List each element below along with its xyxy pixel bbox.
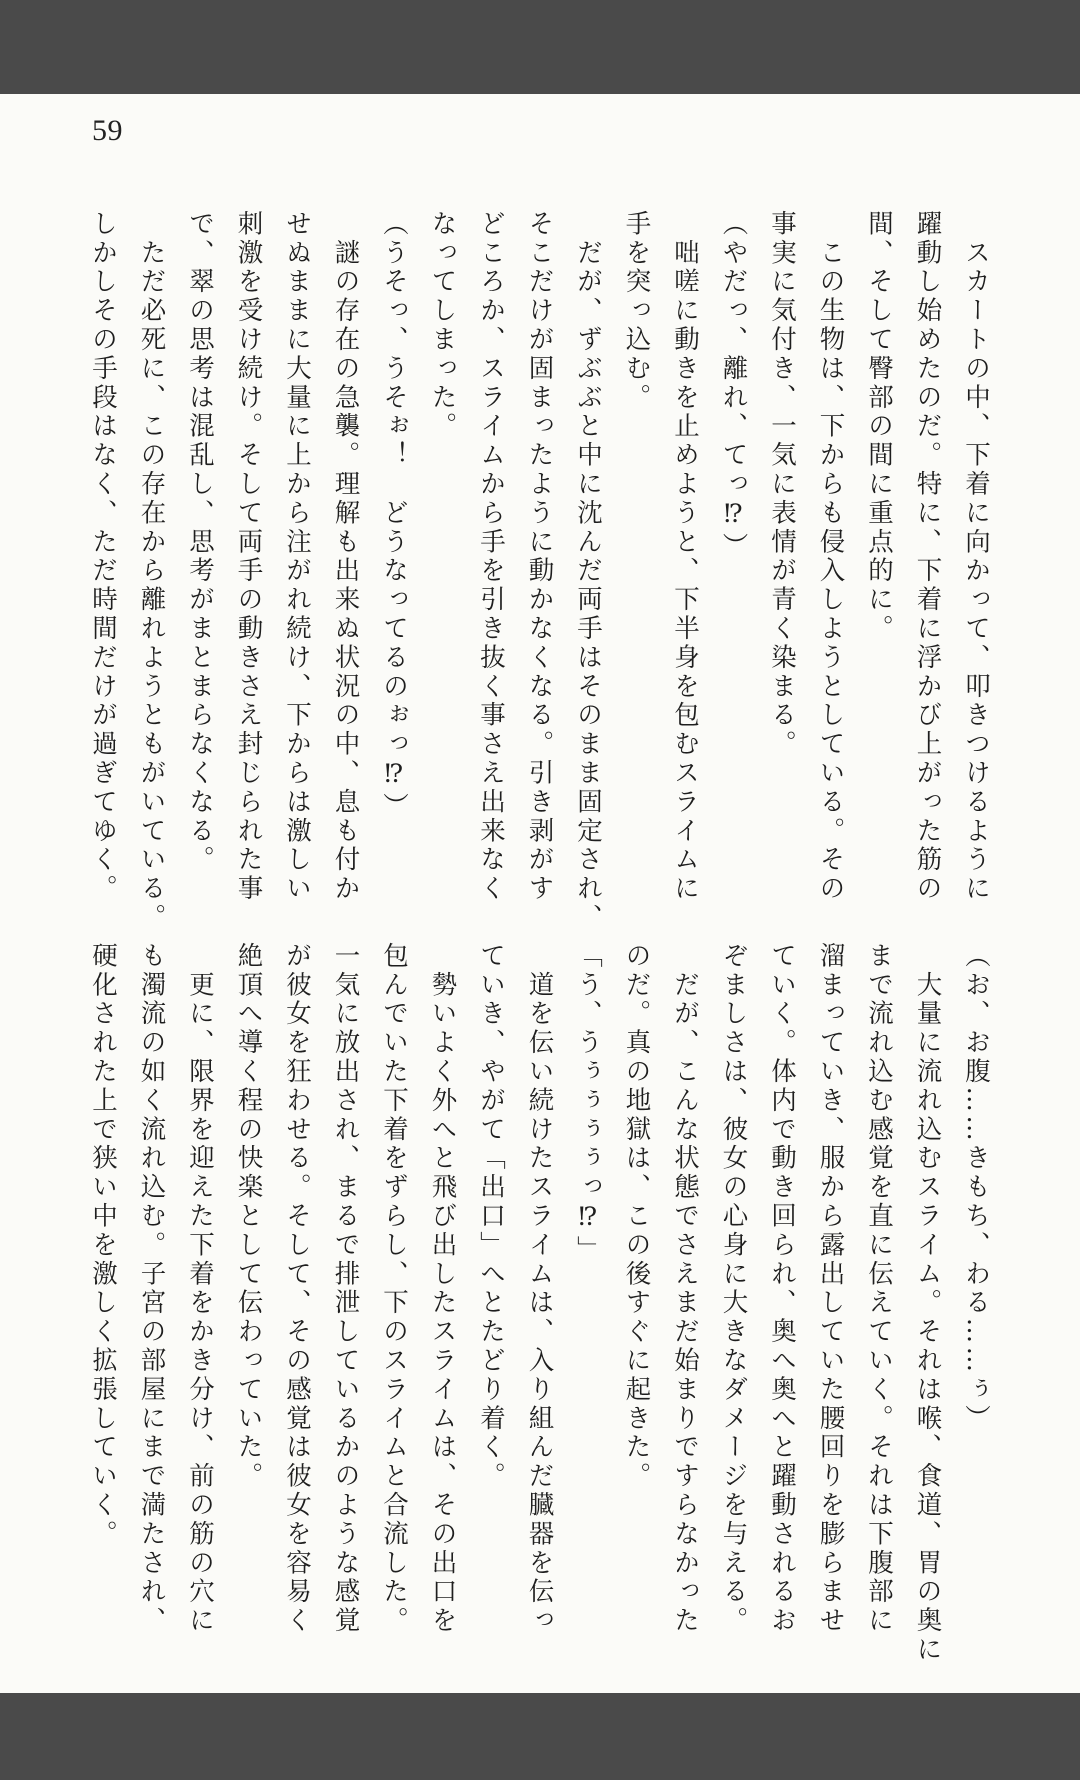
text-line: スカートの中、下着に向かって、叩きつけるように [961,210,991,904]
text-line: のだ。真の地獄は、この後すぐに起きた。 [621,942,652,1492]
text-line: 更に、限界を迎えた下着をかき分け、前の筋の穴に [185,942,215,1636]
text-line: ぞましさは、彼女の心身に大きなダメージを与える。 [718,942,749,1636]
text-line: しかしその手段はなく、ただ時間だけが過ぎてゆく。 [88,210,118,904]
text-line: 刺激を受け続け。そして両手の動きさえ封じられた事 [233,210,264,904]
text-line: まで流れ込む感覚を直に伝えていく。それは下腹部に [864,942,894,1636]
text-line: この生物は、下からも侵入しようとしている。その [815,210,846,904]
top-bar [0,0,1080,94]
text-line: 硬化された上で狭い中を激しく拡張していく。 [88,942,118,1549]
text-line: ていき、やがて「出口」へとたどり着く。 [476,942,506,1492]
text-line: （やだっ、離れ、てっ⁉） [718,210,749,562]
text-line: 包んでいた下着をずらし、下のスライムと合流した。 [379,942,409,1636]
text-line: （お、お腹……きもち、わる……ぅ） [961,942,991,1434]
text-line: 一気に放出され、まるで排泄しているかのような感覚 [330,942,361,1636]
bottom-bar [0,1693,1080,1780]
text-line: ただ必死に、この存在から離れようともがいている。 [136,210,167,933]
text-line: なってしまった。 [427,210,458,442]
text-line: 「う、うぅぅぅぅっ⁉」 [573,942,603,1265]
text-line: 絶頂へ導く程の快楽として伝わっていた。 [233,942,264,1492]
text-line: だが、ずぶぶと中に沈んだ両手はそのまま固定され、 [573,210,603,933]
text-line: どころか、スライムから手を引き抜く事さえ出来なく [476,210,506,904]
text-line: が彼女を狂わせる。そして、その感覚は彼女を容易く [282,942,312,1636]
text-line: 勢いよく外へと飛び出したスライムは、その出口を [427,942,458,1636]
text-line: 事実に気付き、一気に表情が青く染まる。 [767,210,797,760]
text-line: だが、こんな状態でさえまだ始まりですらなかった [670,942,700,1636]
text-line: （うそっ、うそぉ！ どうなってるのぉっ⁉） [379,210,409,822]
page-number: 59 [92,114,123,147]
text-line: 道を伝い続けたスライムは、入り組んだ臓器を伝っ [524,942,555,1636]
text-line: せぬままに大量に上から注がれ続け、下からは激しい [282,210,312,904]
text-line: ていく。体内で動き回られ、奥へ奥へと躍動されるお [767,942,797,1636]
text-line: 躍動し始めたのだ。特に、下着に浮かび上がった筋の [912,210,943,904]
text-line: 溜まっていき、服から露出していた腰回りを膨らませ [815,942,846,1636]
book-page [0,94,1080,1693]
text-block-bottom [80,942,1000,1665]
text-line: 手を突っ込む。 [621,210,652,413]
text-line: で、翠の思考は混乱し、思考がまとまらなくなる。 [185,210,215,875]
text-line: も濁流の如く流れ込む。子宮の部屋にまで満たされ、 [136,942,167,1636]
text-block-top [80,210,1000,970]
text-line: 大量に流れ込むスライム。それは喉、食道、胃の奥に [912,942,943,1665]
text-line: そこだけが固まったように動かなくなる。引き剥がす [524,210,555,904]
text-line: 咄嗟に動きを止めようと、下半身を包むスライムに [670,210,700,904]
text-line: 間、そして臀部の間に重点的に。 [864,210,894,644]
text-line: 謎の存在の急襲。理解も出来ぬ状況の中、息も付か [330,210,361,904]
